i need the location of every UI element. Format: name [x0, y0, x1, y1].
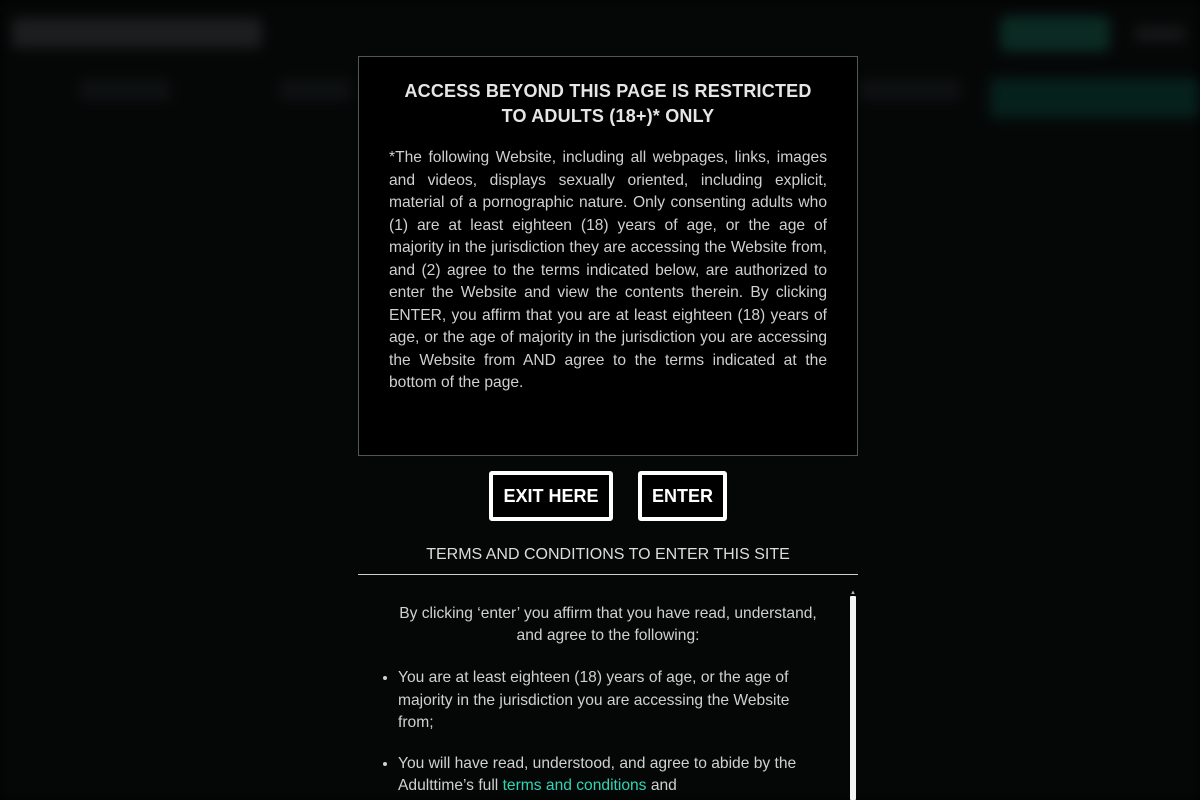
blurred-nav-item: [80, 80, 170, 100]
blurred-highlight: [990, 78, 1200, 118]
scroll-up-arrow-icon[interactable]: ▲: [850, 590, 856, 596]
terms-item-age: • You are at least eighteen (18) years of age, or the age of majority in the jurisdiction you are accessing the Website from;: [398, 667, 822, 735]
age-warning-box: [358, 56, 858, 456]
enter-button[interactable]: ENTER: [638, 471, 727, 521]
terms-intro: By clicking ‘enter’ you affirm that you have read, understand, and agree to the following:: [399, 605, 817, 644]
terms-title: TERMS AND CONDITIONS TO ENTER THIS SITE: [426, 546, 790, 563]
terms-divider: [358, 574, 858, 575]
exit-here-button[interactable]: EXIT HERE: [489, 471, 613, 521]
blurred-join-button: [1000, 16, 1110, 52]
terms-scroll-area[interactable]: [358, 590, 858, 800]
terms-scrollbar[interactable]: [850, 590, 856, 800]
terms-item-agree: [398, 753, 822, 798]
warning-title: [389, 79, 827, 129]
scrollbar-thumb[interactable]: [850, 596, 856, 800]
blurred-nav-item: [280, 80, 350, 100]
warning-body-text: *The following Website, including all webpages, links, images and videos, displays sexually oriented, including explicit, material of a pornographic nature. Only consenting adults who (1) are at least eighteen (18) years of age, or the age of majority in the jurisdiction they are accessing the Website from, and (2) agree to the terms indicated below, are authorized to enter the Website and view the contents therein. By clicking ENTER, you affirm that you are at least eighteen (18) years of age, or the age of majority in the jurisdiction you are accessing the Website from AND agree to the terms indicated at the bottom of the page.: [389, 149, 827, 391]
terms-and-conditions-link[interactable]: terms and conditions: [502, 777, 647, 794]
blurred-nav-item: [860, 80, 960, 100]
terms-list: [358, 667, 858, 798]
blurred-menu: [1135, 26, 1185, 42]
terms-item-agree-prefix: You will have read, understood, and agree to abide by the Adulttime’s full: [398, 754, 797, 794]
blurred-site-logo: [12, 18, 262, 48]
warning-title-line2: TO ADULTS (18+)* ONLY: [501, 106, 715, 126]
terms-item-agree-suffix: and: [650, 777, 677, 794]
warning-title-line1: ACCESS BEYOND THIS PAGE IS RESTRICTED: [404, 81, 812, 101]
